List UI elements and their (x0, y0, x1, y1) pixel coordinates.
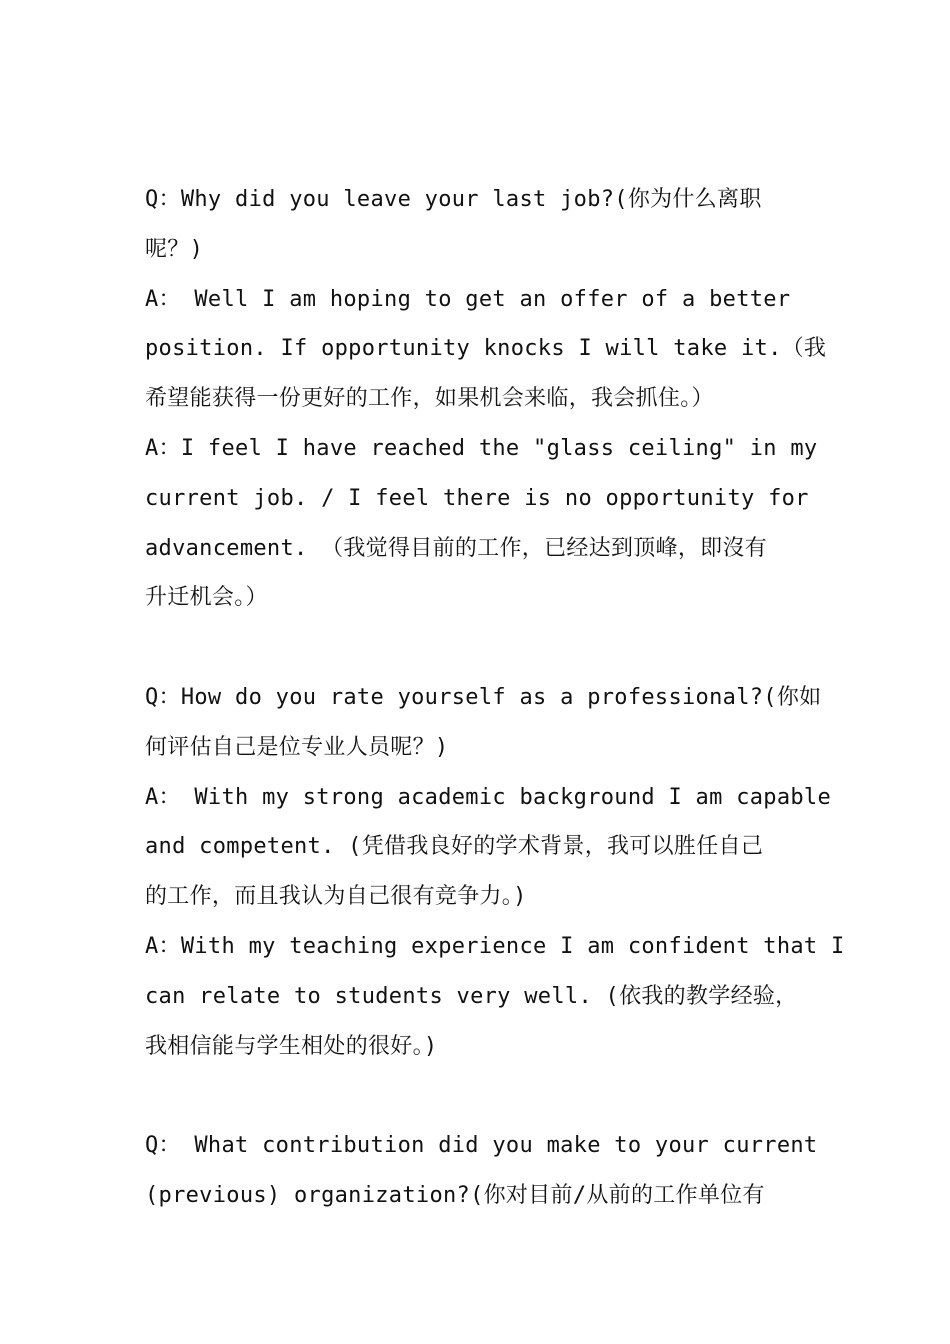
question-line: Q：Why did you leave your last job?(你为什么离职 (145, 187, 762, 212)
document-body (145, 175, 845, 1221)
paragraph-spacer (145, 623, 815, 673)
question-line: Q：How do you rate yourself as a professional?(你如 (145, 684, 822, 710)
paragraph-spacer (145, 1071, 815, 1121)
question-line: 呢？) (145, 236, 204, 262)
answer-line: 的工作，而且我认为自己很有竞争力。) (145, 884, 527, 910)
answer-line: 希望能获得一份更好的工作，如果机会来临，我会抓住。） (145, 386, 714, 412)
answer-line: A： With my strong academic background I am capable (145, 784, 832, 810)
answer-line: A：I feel I have reached the "glass ceiling" in my (145, 435, 818, 461)
qa-block-leave-last-job (145, 175, 827, 623)
answer-line: 升迁机会。） (145, 585, 268, 611)
question-line: (previous) organization?(你对目前/从前的工作单位有 (145, 1182, 765, 1208)
question-line: 何评估自己是位专业人员呢？) (145, 734, 449, 760)
qa-block-rate-yourself (145, 673, 845, 1071)
answer-line: current job. / I feel there is no opportunity for (145, 485, 809, 511)
answer-line: position. If opportunity knocks I will take it.（我 (145, 336, 827, 362)
question-line: Q： What contribution did you make to your current (145, 1133, 818, 1159)
answer-line: A：With my teaching experience I am confident that I (145, 933, 845, 959)
answer-line: A： Well I am hoping to get an offer of a better (145, 286, 791, 312)
answer-line: can relate to students very well. (依我的教学经验， (145, 983, 798, 1009)
qa-block-contribution (145, 1121, 818, 1221)
answer-line: advancement. （我觉得目前的工作，已经达到顶峰，即沒有 (145, 535, 768, 561)
answer-line: and competent. (凭借我良好的学术背景，我可以胜任自己 (145, 834, 764, 860)
answer-line: 我相信能与学生相处的很好。) (145, 1033, 438, 1059)
